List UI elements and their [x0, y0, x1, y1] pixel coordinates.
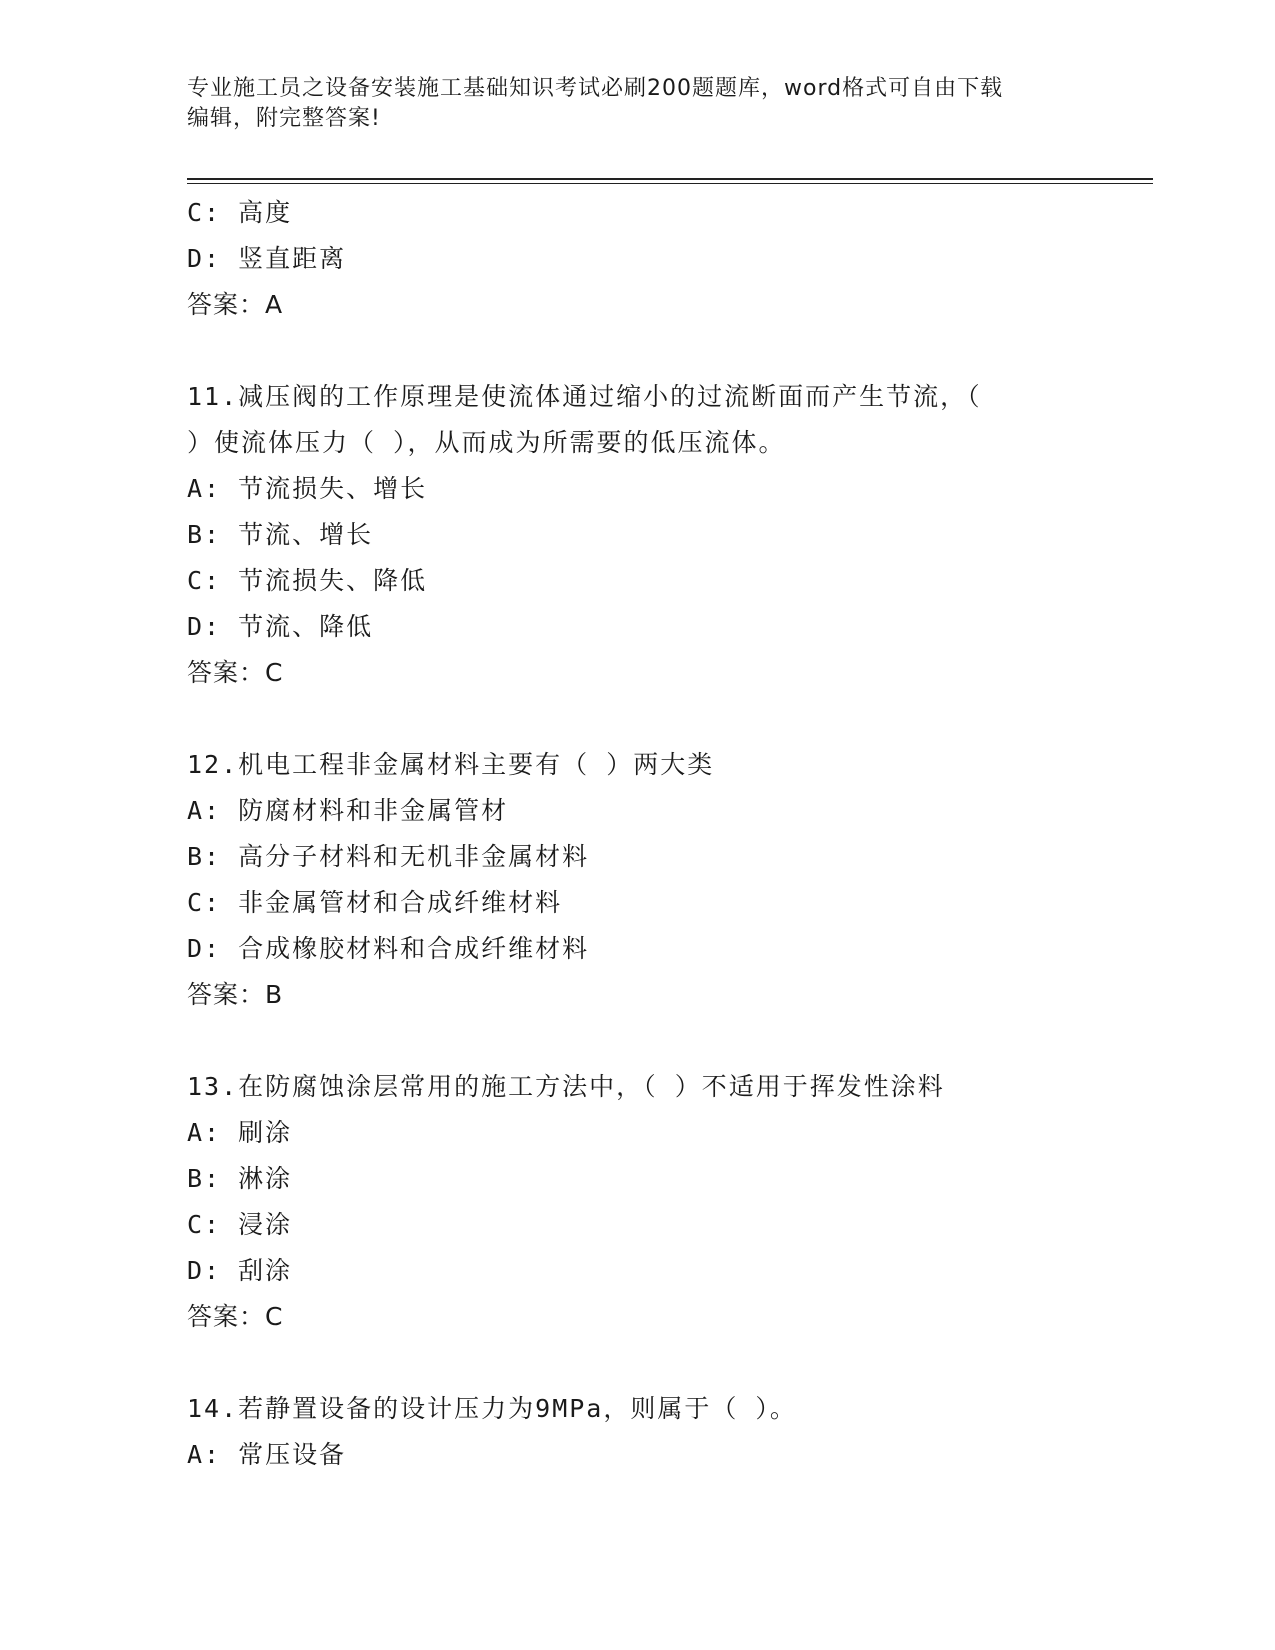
header-rule-thick [187, 178, 1153, 180]
question-12 [187, 742, 1087, 1018]
option-c: C: 非金属管材和合成纤维材料 [187, 888, 563, 917]
question-10-tail [187, 190, 1087, 328]
question-14 [187, 1386, 1087, 1478]
question-13 [187, 1064, 1087, 1340]
option-a: A: 刷涂 [187, 1118, 293, 1147]
question-stem: 11.减压阀的工作原理是使流体通过缩小的过流断面而产生节流，（ [187, 382, 982, 411]
option-a: A: 节流损失、增长 [187, 474, 428, 503]
question-11 [187, 374, 1087, 696]
option-d: D: 合成橡胶材料和合成纤维材料 [187, 934, 590, 963]
answer: 答案：C [187, 658, 284, 687]
option-a: A: 常压设备 [187, 1440, 347, 1469]
option-d: D: 竖直距离 [187, 244, 347, 273]
option-b: B: 节流、增长 [187, 520, 374, 549]
document-header [187, 74, 1067, 134]
option-a: A: 防腐材料和非金属管材 [187, 796, 509, 825]
option-c: C: 节流损失、降低 [187, 566, 428, 595]
option-c: C: 浸涂 [187, 1210, 293, 1239]
option-d: D: 刮涂 [187, 1256, 293, 1285]
header-line-1: 专业施工员之设备安装施工基础知识考试必刷200题题库，word格式可自由下载 [187, 76, 1004, 101]
answer: 答案：C [187, 1302, 284, 1331]
question-stem: 14.若静置设备的设计压力为9MPa，则属于（ ）。 [187, 1394, 797, 1423]
answer: 答案：B [187, 980, 284, 1009]
option-b: B: 高分子材料和无机非金属材料 [187, 842, 590, 871]
option-d: D: 节流、降低 [187, 612, 374, 641]
question-list [187, 190, 1087, 1478]
question-stem-cont: ）使流体压力（ ），从而成为所需要的低压流体。 [187, 428, 786, 457]
header-line-2: 编辑，附完整答案! [187, 106, 381, 131]
question-stem: 12.机电工程非金属材料主要有（ ）两大类 [187, 750, 715, 779]
option-c: C: 高度 [187, 198, 293, 227]
answer: 答案：A [187, 290, 284, 319]
question-stem: 13.在防腐蚀涂层常用的施工方法中，（ ）不适用于挥发性涂料 [187, 1072, 945, 1101]
option-b: B: 淋涂 [187, 1164, 293, 1193]
header-rule-thin [187, 183, 1153, 184]
